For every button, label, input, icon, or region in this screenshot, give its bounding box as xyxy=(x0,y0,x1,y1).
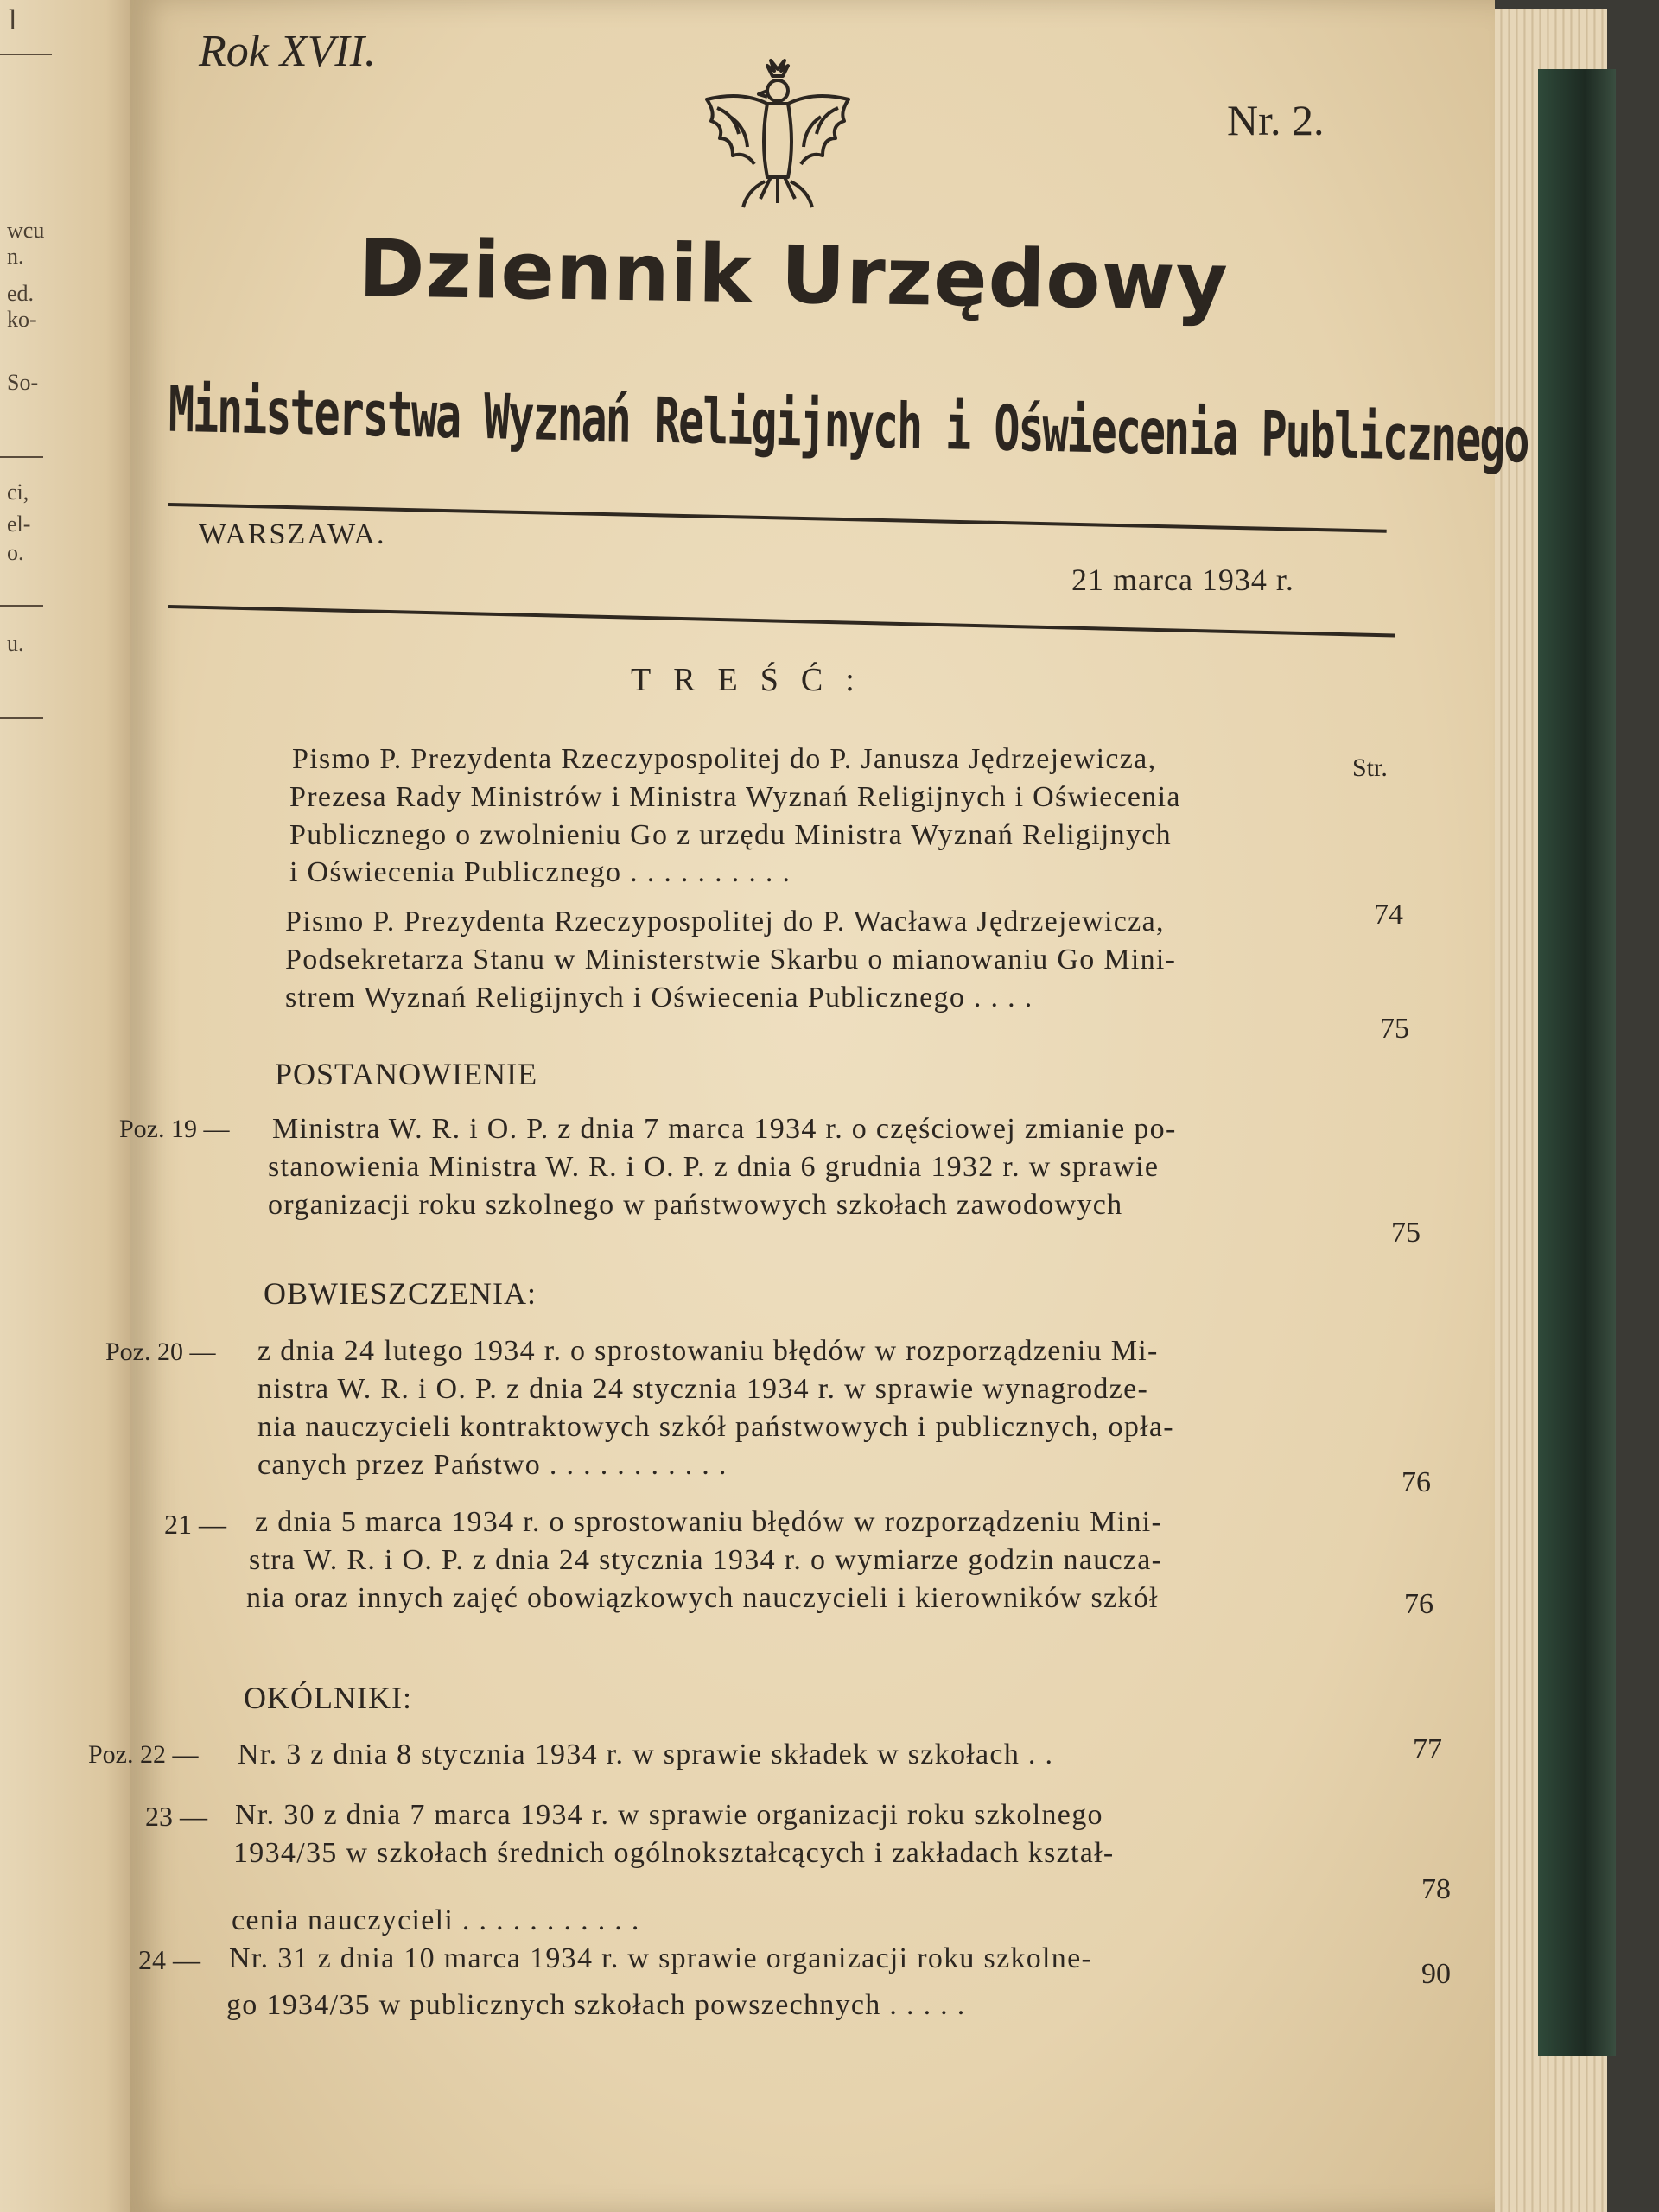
page-number: 76 xyxy=(1402,1466,1431,1498)
contents-line: Nr. 3 z dnia 8 stycznia 1934 r. w sprawie składek w szkołach . . xyxy=(238,1738,1054,1770)
contents-line: organizacji roku szkolnego w państwowych szkołach zawodowych xyxy=(268,1189,1123,1221)
position-number: Poz. 22 — xyxy=(88,1740,199,1769)
page-number: 75 xyxy=(1380,1013,1409,1045)
eagle-emblem-icon xyxy=(691,52,864,225)
issue-date: 21 marca 1934 r. xyxy=(1071,563,1294,597)
section-heading: OBWIESZCZENIA: xyxy=(264,1276,537,1311)
section-heading: OKÓLNIKI: xyxy=(244,1681,412,1715)
page-number: 76 xyxy=(1404,1588,1433,1620)
left-facing-page xyxy=(0,0,151,2212)
issue-number: Nr. 2. xyxy=(1227,96,1325,144)
contents-line: go 1934/35 w publicznych szkołach powszechnych . . . . . xyxy=(226,1989,966,2021)
contents-line: nistra W. R. i O. P. z dnia 24 stycznia 1934 r. w sprawie wynagrodze- xyxy=(257,1373,1149,1405)
page-number: 78 xyxy=(1421,1873,1451,1905)
position-number: 23 — xyxy=(145,1801,207,1832)
left-page-fragment: l xyxy=(9,4,17,36)
journal-title: Dziennik Urzędowy xyxy=(358,222,1230,328)
left-page-rule xyxy=(0,605,43,607)
position-number: Poz. 20 — xyxy=(105,1338,216,1366)
contents-line: stra W. R. i O. P. z dnia 24 stycznia 1934 r. o wymiarze godzin naucza- xyxy=(249,1544,1163,1576)
left-page-fragment: ed. xyxy=(7,281,35,306)
contents-line: z dnia 24 lutego 1934 r. o sprostowaniu błędów w rozporządzeniu Mi- xyxy=(257,1335,1159,1367)
contents-line: Prezesa Rady Ministrów i Ministra Wyznań Religijnych i Oświecenia xyxy=(289,781,1181,813)
left-page-fragment: u. xyxy=(7,631,24,656)
contents-line: Nr. 31 z dnia 10 marca 1934 r. w sprawie organizacji roku szkolne- xyxy=(229,1942,1093,1974)
page-number: 77 xyxy=(1413,1733,1442,1765)
contents-line: Publicznego o zwolnieniu Go z urzędu Ministra Wyznań Religijnych xyxy=(289,819,1172,851)
position-number: Poz. 19 — xyxy=(119,1115,230,1143)
left-page-fragment: n. xyxy=(7,244,24,269)
contents-line: 1934/35 w szkołach średnich ogólnokształcących i zakładach kształ- xyxy=(233,1837,1115,1869)
page-number: 90 xyxy=(1421,1958,1451,1990)
contents-line: Pismo P. Prezydenta Rzeczypospolitej do P. Wacława Jędrzejewicza, xyxy=(285,906,1165,938)
year-label: Rok XVII. xyxy=(199,27,377,76)
left-page-fragment: ci, xyxy=(7,480,29,505)
page-column-label: Str. xyxy=(1352,753,1388,782)
left-page-fragment: wcu xyxy=(7,218,45,243)
page-number: 74 xyxy=(1374,899,1403,931)
document-page xyxy=(88,0,1529,2212)
left-page-rule xyxy=(0,54,52,55)
left-page-fragment: ko- xyxy=(7,307,37,332)
contents-line: Nr. 30 z dnia 7 marca 1934 r. w sprawie organizacji roku szkolnego xyxy=(235,1799,1103,1831)
position-number: 24 — xyxy=(138,1944,200,1975)
contents-line: stanowienia Ministra W. R. i O. P. z dnia 6 grudnia 1932 r. w sprawie xyxy=(268,1151,1160,1183)
contents-line: Podsekretarza Stanu w Ministerstwie Skarbu o mianowaniu Go Mini- xyxy=(285,944,1177,976)
contents-line: nia nauczycieli kontraktowych szkół państwowych i publicznych, opła- xyxy=(257,1411,1174,1443)
contents-heading: TREŚĆ: xyxy=(631,662,877,698)
book-cover-edge xyxy=(1538,69,1616,2056)
contents-line: Ministra W. R. i O. P. z dnia 7 marca 1934 r. o częściowej zmianie po- xyxy=(272,1113,1177,1145)
contents-line: cenia nauczycieli . . . . . . . . . . . xyxy=(232,1904,640,1936)
left-page-fragment: So- xyxy=(7,370,39,395)
journal-subtitle: Ministerstwa Wyznań Religijnych i Oświecenia Publicznego xyxy=(168,372,1529,477)
contents-line: Pismo P. Prezydenta Rzeczypospolitej do P. Janusza Jędrzejewicza, xyxy=(292,743,1157,775)
contents-line: i Oświecenia Publicznego . . . . . . . . . . xyxy=(289,856,791,888)
header-rule-bottom xyxy=(168,605,1395,637)
left-page-fragment: o. xyxy=(7,540,24,565)
position-number: 21 — xyxy=(164,1509,226,1540)
section-heading: POSTANOWIENIE xyxy=(275,1057,538,1091)
contents-line: z dnia 5 marca 1934 r. o sprostowaniu błędów w rozporządzeniu Mini- xyxy=(255,1506,1163,1538)
page-number: 75 xyxy=(1391,1217,1421,1249)
left-page-fragment: el- xyxy=(7,512,31,537)
left-page-rule xyxy=(0,717,43,719)
left-page-rule xyxy=(0,456,43,458)
contents-line: canych przez Państwo . . . . . . . . . . . xyxy=(257,1449,728,1481)
contents-line: strem Wyznań Religijnych i Oświecenia Publicznego . . . . xyxy=(285,982,1033,1014)
contents-line: nia oraz innych zajęć obowiązkowych nauczycieli i kierowników szkół xyxy=(246,1582,1159,1614)
place-label: WARSZAWA. xyxy=(199,518,386,550)
